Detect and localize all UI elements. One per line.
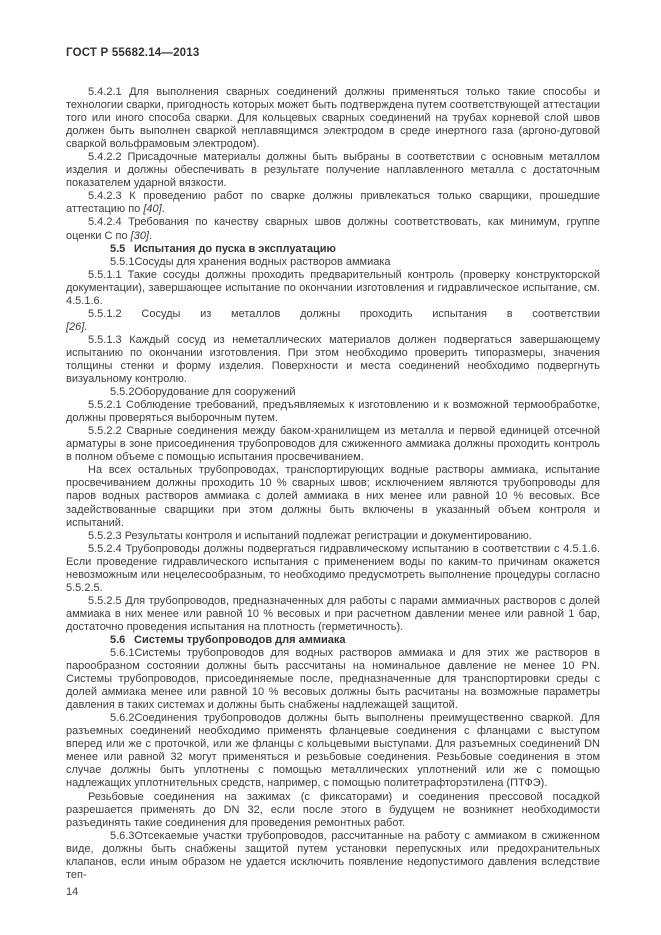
paragraph [66, 530, 600, 543]
text-run: Системы трубопроводов для водных растворов аммиака и для этих же растворов в парообразном состоянии должны быть рассчитаны на номинальное давление не менее 10 PN. Системы трубопроводов, присоединяемые после, предназначенные для транспортировки среды с долей аммиака менее или равной 10 % весовых должны быть расчитаны на возможные параметры давления в таких системах и должны быть снабжены надлежащей защитой. [66, 647, 600, 712]
clause-number: 5.6.2 [110, 712, 135, 725]
text-run: Системы трубопроводов для аммиака [134, 633, 346, 646]
text-run: 5.4.2.1 Для выполнения сварных соединений должны применяться только такие способы и технологии сварки, пригодность которых может быть подтверждена путем соответствующей аттестации того или иного способа сварки. Для кольцевых сварных соединений на трубах корневой слой швов должен быть выполнен сваркой неплавящимся электродом в среде инертного газа (аргоно-дуговой сваркой вольфрамовым электродом). [66, 86, 600, 151]
text-run: 5.5.2.1 Соблюдение требований, предъявляемых к изготовлению и к возможной термообработке, должны проверяться выборочным путем. [66, 399, 600, 425]
text-run: 5.5.1.2 Сосуды из металлов должны проходить испытания в соответствии [88, 307, 600, 320]
clause-number: 5.5.1 [110, 255, 135, 268]
reference-citation: [26]. [66, 320, 88, 333]
clause-number: 5.6 [110, 633, 126, 646]
text-run: Резьбовые соединения на зажимах (с фиксаторами) и соединения прессовой посадкой разрешается применять до DN 32, если после этого в будущем не возникнет необходимости разъединять такие соединения для проведения ремонтных работ. [66, 790, 600, 829]
text-run: 5.5.2.5 Для трубопроводов, предназначенных для работы с парами аммиачных растворов с долей аммиака в них менее или равной 10 % весовых и при расчетном давлении менее или равной 1 бар, достаточно проведения испытания на плотность (герметичность). [66, 594, 600, 633]
standard-code-header: ГОСТ Р 55682.14—2013 [66, 47, 200, 59]
clause-number: 5.6.1 [110, 647, 135, 660]
section-heading [66, 634, 600, 647]
paragraph [66, 595, 600, 634]
text-run: Отсекаемые участки трубопроводов, рассчитанные на работу с аммиаком в сжиженном виде, должны быть снабжены защитой путем установки перепускных или предохранительных клапанов, если иным образом не удается исключить появление недопустимого давления вследствие теп- [66, 829, 600, 881]
paragraph [66, 256, 600, 269]
paragraph [66, 151, 600, 190]
text-run: Сосуды для хранения водных растворов аммиака [134, 255, 391, 268]
paragraph [66, 791, 600, 830]
text-run: Оборудование для сооружений [134, 386, 296, 399]
reference-citation: [40] [143, 203, 162, 216]
text-run: 5.5.2.2 Сварные соединения между баком-хранилищем из металла и первой единицей отсечной арматуры в зоне присоединения трубопроводов для сжиженного аммиака должны проходить контроль в полном объеме с помощью испытания просвечиванием. [66, 425, 600, 464]
text-run: 5.5.1.3 Каждый сосуд из неметаллических материалов должен подвергаться завершающему испытанию по окончании изготовления. При этом необходимо проверить типоразмеры, значения толщины стенки и форму изделия. Поверхности и места соединений необходимо подвергнуть визуальному контролю. [66, 333, 600, 386]
document-body [66, 86, 600, 882]
paragraph [66, 190, 600, 216]
reference-citation: [30] [130, 229, 149, 242]
section-heading [66, 243, 600, 256]
text-run: 5.4.2.3 К проведению работ по сварке должны привлекаться только сварщики, прошедшие аттестацию по [66, 190, 600, 216]
text-run: Испытания до пуска в эксплуатацию [134, 242, 336, 255]
paragraph [66, 216, 600, 242]
text-run: На всех остальных трубопроводах, транспортирующих водные растворы аммиака, испытание просвечиванием должны проходить 10 % сварных швов; исключением являются трубопроводы для паров водных растворов аммиака с долей аммиака в них менее или равной 10 % весовых. Все задействованные сварщики при этом должны быть включены в указанный объем контроля и испытаний. [66, 464, 600, 529]
text-run: Соединения трубопроводов должны быть выполнены преимущественно сваркой. Для разъемных соединений необходимо применять фланцевые соединения с фланцами с выступом вперед или же с проточкой, или же фланцы с кольцевыми выступами. Для разъемных соединений DN менее или равной 32 могут применяться и резьбовые соединения. Резьбовые соединения в этом случае должны быть уплотнены с помощью металлических уплотнений или же с помощью надлежащих уплотнительных средств, например, с помощью политетрафторэтилена (ПТФЭ). [66, 712, 600, 790]
text-run: 5.4.2.4 Требования по качеству сварных швов должны соответствовать, как минимум, группе оценки С по [66, 216, 600, 242]
page-number: 14 [66, 886, 79, 898]
paragraph [66, 399, 600, 425]
paragraph [66, 830, 600, 882]
paragraph [66, 86, 600, 151]
text-run: . [149, 229, 153, 242]
paragraph [66, 334, 600, 386]
paragraph [66, 712, 600, 790]
paragraph [66, 464, 600, 529]
clause-number: 5.5 [110, 242, 126, 255]
clause-number: 5.5.2 [110, 386, 135, 399]
paragraph [66, 425, 600, 464]
paragraph [66, 543, 600, 595]
clause-number: 5.6.3 [110, 829, 135, 842]
text-run: 5.5.2.3 Результаты контроля и испытаний подлежат регистрации и документированию. [88, 529, 532, 542]
text-run: 5.5.1.1 Такие сосуды должны проходить предварительный контроль (проверку конструкторской документации), завершающее испытание по окончании изготовления и гидравлическое испытание, см. 4.5.1.6. [66, 268, 600, 307]
text-run: 5.4.2.2 Присадочные материалы должны быть выбраны в соответствии с основным металлом изделия и должны обеспечивать в результате получение наплавленного металла с достаточным показателем ударной вязкости. [66, 151, 600, 190]
text-run: . [161, 203, 165, 216]
paragraph [66, 386, 600, 399]
paragraph [66, 308, 600, 334]
paragraph [66, 269, 600, 308]
text-run: 5.5.2.4 Трубопроводы должны подвергаться гидравлическому испытанию в соответствии с 4.5.1.6. Если проведение гидравлического испытания с применением воды по каким-то причинам окажется невозможным или нецелесообразным, то необходимо предусмотреть выполнение процедуры согласно 5.5.2.5. [66, 542, 600, 594]
paragraph [66, 647, 600, 712]
